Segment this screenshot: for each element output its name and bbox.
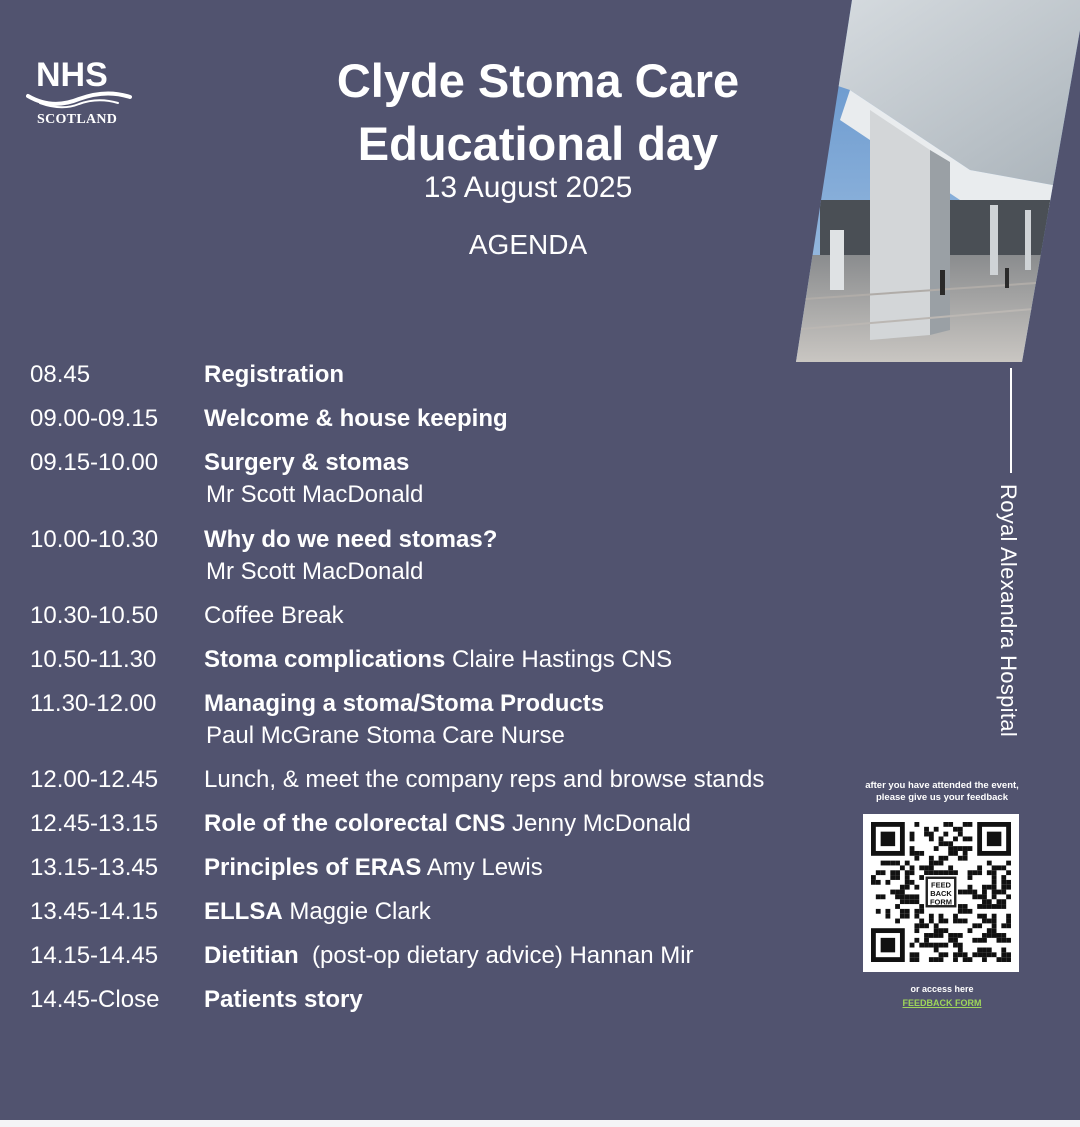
agenda-session [204,809,691,839]
qr-center-label: BACK [930,889,952,899]
nhs-scotland-logo [26,56,132,132]
agenda-session [204,689,604,719]
agenda-time: 13.45-14.15 [30,898,159,925]
agenda-time: 11.30-12.00 [30,690,157,717]
agenda-session-title: Welcome & house keeping [204,405,508,432]
agenda-session [204,525,497,555]
agenda-session-title: Dietitian [204,942,299,969]
agenda-time: 10.30-10.50 [30,602,159,629]
agenda-session [204,448,409,478]
nhs-region-text: SCOTLAND [37,112,118,127]
agenda-session [204,853,543,883]
agenda-session [204,404,508,434]
agenda-session-presenter: Mr Scott MacDonald [206,558,424,585]
agenda-session-presenter: Paul McGrane Stoma Care Nurse [206,722,565,749]
agenda-session [204,897,431,927]
agenda-session-title: Stoma complications [204,646,446,673]
agenda-session [204,360,344,390]
qr-center-label: FEED [931,880,951,890]
agenda-time: 09.00-09.15 [30,405,159,432]
agenda-time: 10.50-11.30 [30,646,157,673]
agenda-session [204,765,764,795]
agenda-session [204,985,363,1015]
agenda-session-title: Managing a stoma/Stoma Products [204,690,605,717]
qr-code-icon [871,822,1011,962]
feedback-note [852,780,1032,804]
access-note: or access here [910,984,974,994]
nhs-logo-text: NHS [36,56,108,94]
agenda-session-speaker: Claire Hastings CNS [445,646,673,673]
agenda-session-title: Role of the colorectal CNS [204,810,506,837]
agenda-time: 14.15-14.45 [30,942,159,969]
agenda-session [204,941,694,971]
agenda-session [204,645,672,675]
agenda-time: 12.00-12.45 [30,766,159,793]
agenda-session-title: ELLSA [204,898,283,925]
hospital-divider-line [1010,368,1012,473]
agenda-heading: AGENDA [468,229,588,260]
nhs-wave-icon [26,90,132,110]
hospital-name: Royal Alexandra Hospital [996,484,1021,738]
agenda-time: 09.15-10.00 [30,449,159,476]
agenda-time: 13.15-13.45 [30,854,159,881]
qr-center-label: FORM [930,897,952,907]
agenda-session-title: Why do we need stomas? [204,526,498,553]
agenda-session-speaker: Lunch, & meet the company reps and browse stands [204,766,765,793]
agenda-session-speaker: Coffee Break [204,602,344,629]
agenda-time: 12.45-13.15 [30,810,159,837]
agenda-session-title: Surgery & stomas [204,449,410,476]
agenda-session-speaker: Maggie Clark [282,898,431,925]
agenda-session-title: Registration [204,361,345,388]
agenda-session [204,601,344,631]
feedback-note-line-2: please give us your feedback [875,792,1008,803]
feedback-qr-code[interactable] [863,814,1019,972]
agenda-session-speaker: Amy Lewis [421,854,543,881]
agenda-time: 10.00-10.30 [30,526,159,553]
agenda-session-speaker: (post-op dietary advice) Hannan Mir [298,942,694,969]
agenda-session-presenter: Mr Scott MacDonald [206,481,424,508]
event-title-line-1: Clyde Stoma Care [336,54,740,107]
bottom-strip [0,1120,1080,1127]
agenda-time: 08.45 [30,361,91,388]
agenda-time: 14.45-Close [30,986,160,1013]
hospital-building-photo [790,0,1080,362]
feedback-form-link[interactable]: FEEDBACK FORM [902,998,982,1008]
agenda-session-title: Principles of ERAS [204,854,422,881]
agenda-session-speaker: Jenny McDonald [505,810,691,837]
feedback-note-line-1: after you have attended the event, [865,780,1019,791]
event-date: 13 August 2025 [423,171,633,204]
event-title-line-2: Educational day [357,117,719,170]
agenda-session-title: Patients story [204,986,363,1013]
